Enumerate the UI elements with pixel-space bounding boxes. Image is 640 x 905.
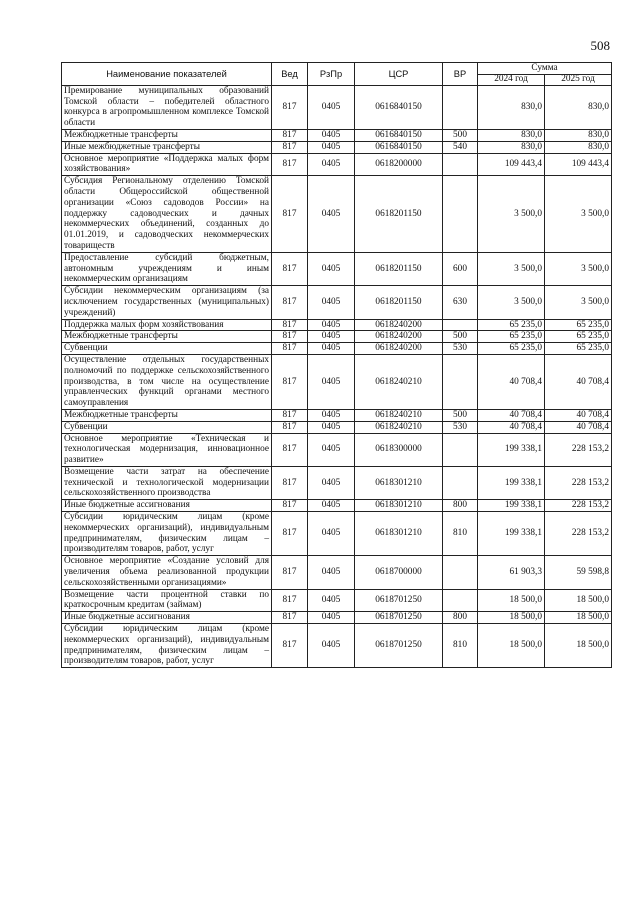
cell-ved: 817 [272, 141, 308, 153]
cell-sum-2024: 3 500,0 [478, 286, 545, 319]
cell-rzpr: 0405 [308, 500, 355, 512]
cell-ved: 817 [272, 421, 308, 433]
cell-sum-2024: 199 338,1 [478, 466, 545, 499]
cell-sum-2024: 65 235,0 [478, 331, 545, 343]
cell-sum-2025: 228 153,2 [545, 466, 612, 499]
table-row [62, 433, 612, 466]
header-sum: Сумма [478, 63, 612, 75]
cell-rzpr: 0405 [308, 612, 355, 624]
table-row [62, 319, 612, 331]
cell-vr [443, 589, 478, 612]
cell-ved: 817 [272, 466, 308, 499]
cell-name: Иные бюджетные ассигнования [62, 500, 272, 512]
cell-name: Субсидии некоммерческим организациям (за исключением государственных (муниципальных) учреждений) [62, 286, 272, 319]
cell-ved: 817 [272, 354, 308, 409]
cell-csr: 0618240210 [355, 354, 443, 409]
cell-ved: 817 [272, 176, 308, 253]
cell-csr: 0618240200 [355, 343, 443, 355]
cell-vr: 500 [443, 129, 478, 141]
cell-name: Возмещение части затрат на обеспечение технической и технологической модернизации сельскохозяйственного производства [62, 466, 272, 499]
table-row [62, 512, 612, 556]
cell-csr: 0618701250 [355, 589, 443, 612]
header-year-2025: 2025 год [545, 74, 612, 85]
header-vr: ВР [443, 63, 478, 86]
cell-vr: 800 [443, 500, 478, 512]
cell-csr: 0618200000 [355, 153, 443, 176]
cell-ved: 817 [272, 85, 308, 129]
cell-name: Межбюджетные трансферты [62, 129, 272, 141]
cell-sum-2025: 18 500,0 [545, 624, 612, 668]
cell-vr [443, 319, 478, 331]
cell-sum-2025: 40 708,4 [545, 409, 612, 421]
cell-sum-2025: 65 235,0 [545, 331, 612, 343]
cell-ved: 817 [272, 556, 308, 589]
cell-sum-2024: 18 500,0 [478, 589, 545, 612]
cell-name: Субвенции [62, 421, 272, 433]
cell-sum-2024: 830,0 [478, 129, 545, 141]
cell-rzpr: 0405 [308, 343, 355, 355]
cell-rzpr: 0405 [308, 556, 355, 589]
table-row [62, 141, 612, 153]
cell-vr: 500 [443, 409, 478, 421]
table-row [62, 129, 612, 141]
cell-sum-2025: 59 598,8 [545, 556, 612, 589]
table-row [62, 354, 612, 409]
cell-sum-2025: 18 500,0 [545, 589, 612, 612]
cell-vr: 800 [443, 612, 478, 624]
cell-name: Субсидия Региональному отделению Томской области Общероссийской общественной организации «Союз садоводов России» на поддержку садоводческих и дачных некоммерческих объединений, созданных до 01.01.2019, и садоводческих некоммерческих товариществ [62, 176, 272, 253]
cell-name: Иные бюджетные ассигнования [62, 612, 272, 624]
cell-csr: 0618240210 [355, 421, 443, 433]
cell-name: Основное мероприятие «Поддержка малых форм хозяйствования» [62, 153, 272, 176]
cell-rzpr: 0405 [308, 409, 355, 421]
cell-csr: 0618240200 [355, 331, 443, 343]
page-number: 508 [590, 38, 610, 53]
cell-name: Поддержка малых форм хозяйствования [62, 319, 272, 331]
cell-csr: 0618201150 [355, 286, 443, 319]
cell-ved: 817 [272, 433, 308, 466]
cell-rzpr: 0405 [308, 129, 355, 141]
cell-ved: 817 [272, 252, 308, 285]
cell-ved: 817 [272, 500, 308, 512]
cell-csr: 0618301210 [355, 500, 443, 512]
cell-name: Субсидии юридическим лицам (кроме некоммерческих организаций), индивидуальным предпринимателям, физическим лицам – производителям товаров, работ, услуг [62, 624, 272, 668]
cell-sum-2025: 3 500,0 [545, 176, 612, 253]
cell-sum-2024: 40 708,4 [478, 354, 545, 409]
cell-ved: 817 [272, 331, 308, 343]
table-row [62, 500, 612, 512]
cell-sum-2025: 228 153,2 [545, 500, 612, 512]
cell-vr [443, 433, 478, 466]
cell-vr: 630 [443, 286, 478, 319]
cell-sum-2025: 40 708,4 [545, 421, 612, 433]
cell-ved: 817 [272, 319, 308, 331]
cell-vr [443, 354, 478, 409]
cell-sum-2024: 109 443,4 [478, 153, 545, 176]
cell-rzpr: 0405 [308, 286, 355, 319]
cell-ved: 817 [272, 153, 308, 176]
cell-rzpr: 0405 [308, 331, 355, 343]
header-name: Наименование показателей [62, 63, 272, 86]
cell-ved: 817 [272, 589, 308, 612]
cell-rzpr: 0405 [308, 176, 355, 253]
cell-sum-2025: 228 153,2 [545, 433, 612, 466]
cell-csr: 0618701250 [355, 612, 443, 624]
table-header [62, 63, 612, 86]
cell-rzpr: 0405 [308, 319, 355, 331]
cell-sum-2024: 830,0 [478, 85, 545, 129]
cell-name: Иные межбюджетные трансферты [62, 141, 272, 153]
cell-csr: 0616840150 [355, 129, 443, 141]
table-row [62, 176, 612, 253]
cell-ved: 817 [272, 624, 308, 668]
header-rzpr: РзПр [308, 63, 355, 86]
cell-name: Субвенции [62, 343, 272, 355]
table-body [62, 85, 612, 667]
table-row [62, 421, 612, 433]
cell-rzpr: 0405 [308, 421, 355, 433]
cell-sum-2024: 199 338,1 [478, 512, 545, 556]
cell-vr: 540 [443, 141, 478, 153]
cell-vr [443, 556, 478, 589]
cell-vr [443, 153, 478, 176]
cell-csr: 0618300000 [355, 433, 443, 466]
header-csr: ЦСР [355, 63, 443, 86]
cell-sum-2025: 830,0 [545, 141, 612, 153]
cell-rzpr: 0405 [308, 354, 355, 409]
cell-csr: 0618201150 [355, 252, 443, 285]
table-row [62, 624, 612, 668]
cell-vr: 810 [443, 624, 478, 668]
cell-name: Основное мероприятие «Создание условий для увеличения объема реализованной продукции сельскохозяйственными организациями» [62, 556, 272, 589]
table-row [62, 409, 612, 421]
cell-sum-2024: 65 235,0 [478, 319, 545, 331]
cell-sum-2025: 18 500,0 [545, 612, 612, 624]
cell-rzpr: 0405 [308, 466, 355, 499]
cell-sum-2024: 199 338,1 [478, 433, 545, 466]
cell-sum-2024: 3 500,0 [478, 252, 545, 285]
cell-sum-2025: 3 500,0 [545, 252, 612, 285]
cell-sum-2025: 228 153,2 [545, 512, 612, 556]
table-row [62, 153, 612, 176]
cell-sum-2024: 18 500,0 [478, 612, 545, 624]
cell-sum-2025: 830,0 [545, 85, 612, 129]
cell-sum-2025: 109 443,4 [545, 153, 612, 176]
cell-ved: 817 [272, 409, 308, 421]
cell-csr: 0618301210 [355, 512, 443, 556]
cell-rzpr: 0405 [308, 252, 355, 285]
cell-vr: 530 [443, 343, 478, 355]
cell-sum-2024: 3 500,0 [478, 176, 545, 253]
cell-sum-2025: 3 500,0 [545, 286, 612, 319]
cell-sum-2025: 65 235,0 [545, 319, 612, 331]
table-row [62, 331, 612, 343]
table-row [62, 85, 612, 129]
cell-csr: 0618240200 [355, 319, 443, 331]
cell-vr: 600 [443, 252, 478, 285]
table-row [62, 286, 612, 319]
cell-rzpr: 0405 [308, 141, 355, 153]
cell-sum-2025: 65 235,0 [545, 343, 612, 355]
cell-vr: 500 [443, 331, 478, 343]
cell-name: Премирование муниципальных образований Томской области – победителей областного конкурса в агропромышленном комплексе Томской области [62, 85, 272, 129]
cell-ved: 817 [272, 612, 308, 624]
cell-ved: 817 [272, 129, 308, 141]
table-row [62, 252, 612, 285]
cell-name: Возмещение части процентной ставки по краткосрочным кредитам (займам) [62, 589, 272, 612]
table-row [62, 343, 612, 355]
cell-sum-2024: 830,0 [478, 141, 545, 153]
cell-sum-2024: 61 903,3 [478, 556, 545, 589]
cell-rzpr: 0405 [308, 433, 355, 466]
cell-ved: 817 [272, 286, 308, 319]
table-row [62, 589, 612, 612]
header-ved: Вед [272, 63, 308, 86]
cell-ved: 817 [272, 512, 308, 556]
cell-sum-2024: 40 708,4 [478, 409, 545, 421]
cell-csr: 0618701250 [355, 624, 443, 668]
cell-csr: 0618700000 [355, 556, 443, 589]
cell-sum-2025: 830,0 [545, 129, 612, 141]
cell-rzpr: 0405 [308, 85, 355, 129]
cell-name: Осуществление отдельных государственных полномочий по поддержке сельскохозяйственного производства, в том числе на осуществление управленческих функций органами местного самоуправления [62, 354, 272, 409]
cell-sum-2025: 40 708,4 [545, 354, 612, 409]
cell-csr: 0618201150 [355, 176, 443, 253]
cell-csr: 0616840150 [355, 141, 443, 153]
cell-name: Межбюджетные трансферты [62, 331, 272, 343]
cell-rzpr: 0405 [308, 589, 355, 612]
cell-vr [443, 176, 478, 253]
table-row [62, 556, 612, 589]
cell-rzpr: 0405 [308, 624, 355, 668]
cell-name: Основное мероприятие «Техническая и технологическая модернизация, инновационное развитие» [62, 433, 272, 466]
table-row [62, 466, 612, 499]
cell-rzpr: 0405 [308, 153, 355, 176]
cell-vr [443, 85, 478, 129]
cell-sum-2024: 40 708,4 [478, 421, 545, 433]
cell-name: Предоставление субсидий бюджетным, автономным учреждениям и иным некоммерческим организациям [62, 252, 272, 285]
cell-sum-2024: 199 338,1 [478, 500, 545, 512]
header-year-2024: 2024 год [478, 74, 545, 85]
budget-table [61, 62, 612, 668]
cell-csr: 0618240210 [355, 409, 443, 421]
table-row [62, 612, 612, 624]
cell-vr [443, 466, 478, 499]
cell-name: Субсидии юридическим лицам (кроме некоммерческих организаций), индивидуальным предпринимателям, физическим лицам – производителям товаров, работ, услуг [62, 512, 272, 556]
cell-rzpr: 0405 [308, 512, 355, 556]
cell-ved: 817 [272, 343, 308, 355]
cell-vr: 810 [443, 512, 478, 556]
cell-sum-2024: 65 235,0 [478, 343, 545, 355]
cell-csr: 0616840150 [355, 85, 443, 129]
cell-vr: 530 [443, 421, 478, 433]
cell-sum-2024: 18 500,0 [478, 624, 545, 668]
cell-name: Межбюджетные трансферты [62, 409, 272, 421]
cell-csr: 0618301210 [355, 466, 443, 499]
